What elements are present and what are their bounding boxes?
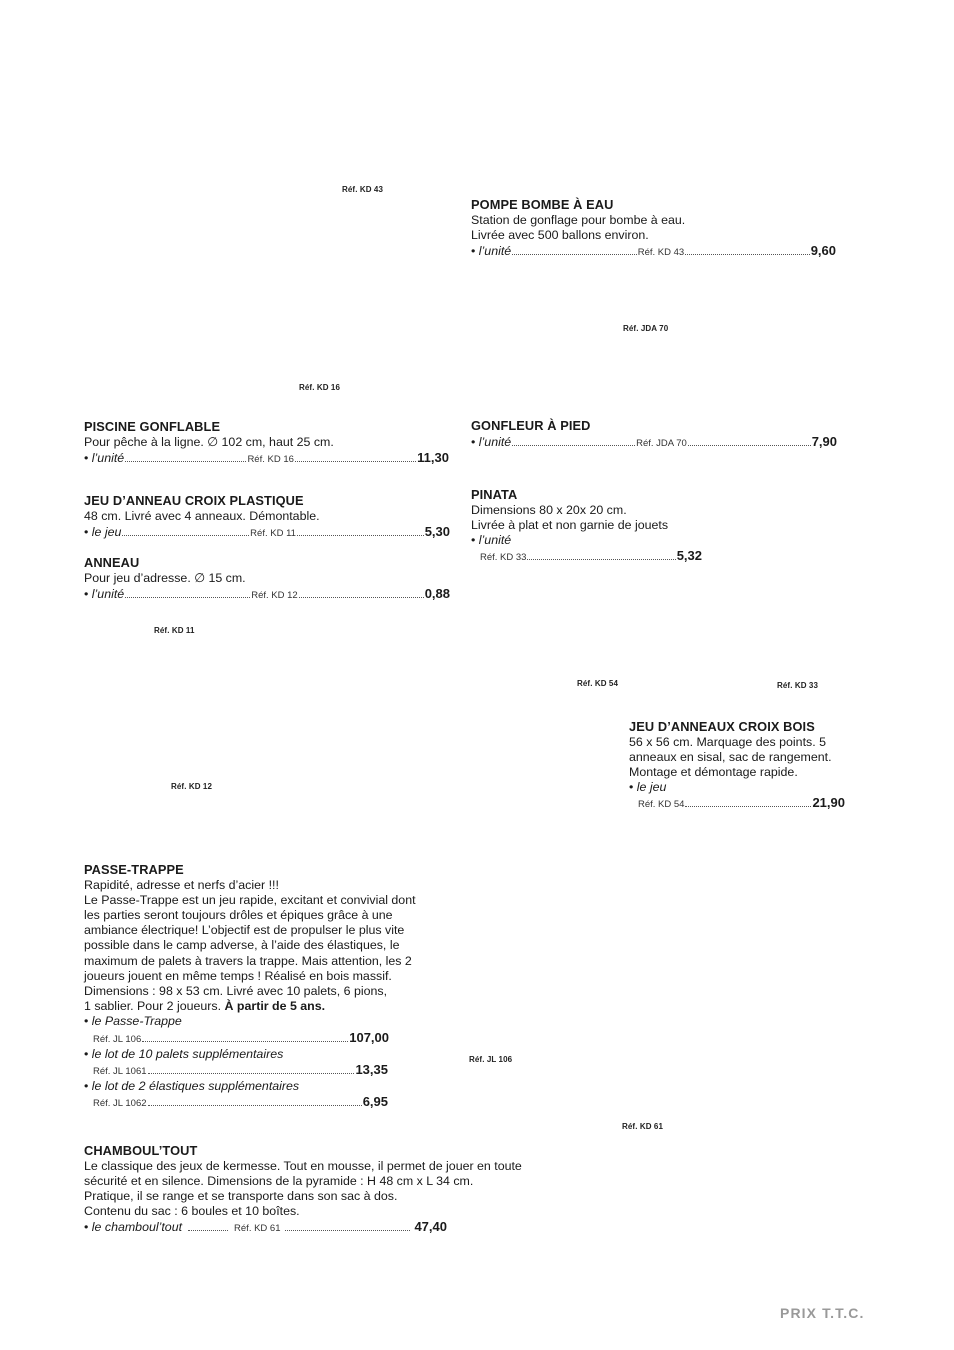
product-desc: Le classique des jeux de kermesse. Tout en mousse, il permet de jouer en toute [84, 1158, 522, 1173]
product-title: POMPE BOMBE À EAU [471, 197, 614, 212]
bullet: • [471, 243, 476, 258]
product-desc: Montage et démontage rapide. [629, 764, 798, 779]
price-label-line [471, 533, 702, 548]
product-desc: possible dans le camp adverse, à l’aide des élastiques, le [84, 938, 400, 953]
product-title: PISCINE GONFLABLE [84, 419, 221, 434]
price: 5,32 [676, 548, 702, 564]
ref-tag-kd43: Réf. KD 43 [342, 185, 384, 194]
leader-dots [142, 1040, 348, 1042]
price: 13,35 [355, 1061, 388, 1077]
option-label: le lot de 2 élastiques supplémentaires [91, 1079, 300, 1094]
product-title: GONFLEUR À PIED [471, 418, 591, 433]
unit-label: le jeu [636, 780, 667, 795]
product-desc: Livrée à plat et non garnie de jouets [471, 517, 669, 532]
product-desc: les parties seront toujours drôles et épiques grâce à une [84, 907, 393, 922]
ref-tag-kd12: Réf. KD 12 [171, 782, 213, 791]
leader-dots [188, 1229, 228, 1231]
leader-dots [512, 444, 635, 446]
bullet: • [84, 524, 89, 539]
product-desc: ambiance électrique! L’objectif est de propulser le plus vite [84, 923, 405, 938]
unit-label: l’unité [478, 434, 512, 449]
bullet: • [84, 1046, 89, 1061]
ref-code: Réf. JL 1062 [93, 1098, 147, 1110]
ref-tag-kd54: Réf. KD 54 [577, 679, 619, 688]
product-desc: sécurité et en silence. Dimensions de la pyramide : H 48 cm x L 34 cm. [84, 1173, 474, 1188]
price: 0,88 [424, 585, 451, 601]
bullet: • [629, 780, 634, 795]
product-desc: Rapidité, adresse et nerfs d’acier !!! [84, 877, 279, 892]
product-chamboul-tout [84, 1143, 522, 1237]
product-desc: Pour pêche à la ligne. ∅ 102 cm, haut 25 cm. [84, 434, 334, 449]
option-label-line [84, 1079, 416, 1094]
product-anneau [84, 555, 450, 603]
price-row [84, 1062, 388, 1079]
footer-prices-note: PRIX T.T.C. [780, 1305, 865, 1321]
ref-code: Réf. KD 16 [247, 453, 294, 465]
leader-dots [295, 460, 416, 462]
leader-dots [512, 253, 637, 255]
product-passe-trappe [84, 862, 416, 1112]
product-gonfleur [471, 418, 837, 451]
age-note: À partir de 5 ans. [224, 999, 326, 1014]
bullet: • [471, 532, 476, 547]
product-title: ANNEAU [84, 555, 140, 570]
leader-dots [688, 444, 811, 446]
product-title: PINATA [471, 487, 518, 502]
leader-dots [299, 596, 424, 598]
option-label: le Passe-Trappe [91, 1014, 182, 1029]
price: 107,00 [349, 1029, 389, 1045]
option-label-line [84, 1014, 416, 1029]
option-label-line [84, 1047, 416, 1062]
bullet: • [84, 450, 89, 465]
product-desc: 56 x 56 cm. Marquage des points. 5 [629, 734, 826, 749]
price: 7,90 [811, 433, 837, 449]
ref-code: Réf. KD 11 [250, 527, 296, 539]
product-croix-bois [629, 719, 845, 813]
product-piscine [84, 419, 449, 467]
ref-code: Réf. JDA 70 [636, 437, 687, 449]
option-label: le lot de 10 palets supplémentaires [91, 1046, 284, 1061]
bullet: • [471, 434, 476, 449]
ref-tag-kd11: Réf. KD 11 [154, 626, 195, 635]
unit-label: l’unité [478, 243, 512, 258]
ref-code: Réf. KD 61 [234, 1223, 281, 1235]
price-row [84, 524, 450, 541]
unit-label: l’unité [91, 586, 125, 601]
ref-tag-kd61: Réf. KD 61 [622, 1122, 664, 1131]
price-row [471, 434, 837, 451]
product-desc: joueurs jouent en même temps ! Réalisé en bois massif. [84, 968, 392, 983]
product-desc: Livrée avec 500 ballons environ. [471, 227, 649, 242]
ref-code: Réf. KD 33 [480, 552, 527, 564]
price: 5,30 [424, 523, 450, 539]
ref-tag-kd33: Réf. KD 33 [777, 681, 819, 690]
price-row [84, 1219, 447, 1236]
leader-dots [125, 596, 250, 598]
desc-text: 1 sablier. Pour 2 joueurs. [84, 999, 222, 1014]
ref-tag-kd16: Réf. KD 16 [299, 383, 341, 392]
product-title: JEU D’ANNEAU CROIX PLASTIQUE [84, 493, 304, 508]
product-desc: anneaux en sisal, sac de rangement. [629, 749, 832, 764]
leader-dots [125, 460, 246, 462]
price: 11,30 [417, 449, 449, 465]
product-desc: Le Passe-Trappe est un jeu rapide, excitant et convivial dont [84, 892, 416, 907]
leader-dots [685, 805, 811, 807]
ref-code: Réf. KD 54 [638, 799, 685, 811]
unit-label: l’unité [91, 450, 125, 465]
product-desc: Contenu du sac : 6 boules et 10 boîtes. [84, 1204, 300, 1219]
ref-code: Réf. KD 12 [251, 589, 298, 601]
price-row [84, 450, 449, 467]
unit-label: l’unité [478, 532, 512, 547]
bullet: • [84, 1014, 89, 1029]
leader-dots [122, 534, 249, 536]
bullet: • [84, 1079, 89, 1094]
price: 9,60 [810, 242, 837, 258]
product-jeu-anneau-plastique [84, 493, 450, 541]
price-label-line [629, 780, 845, 795]
leader-dots [685, 253, 810, 255]
leader-dots [297, 534, 424, 536]
leader-dots [148, 1072, 355, 1074]
product-desc: maximum de palets à travers la trappe. Mais attention, les 2 [84, 953, 412, 968]
ref-code: Réf. JL 1061 [93, 1065, 147, 1077]
ref-tag-jl106: Réf. JL 106 [469, 1055, 513, 1064]
unit-label: le chamboul’tout [91, 1220, 183, 1235]
bullet: • [84, 586, 89, 601]
price-row [84, 1030, 389, 1047]
product-pompe-bombe [471, 197, 836, 260]
leader-dots [285, 1229, 411, 1231]
product-desc: Station de gonflage pour bombe à eau. [471, 212, 686, 227]
price-row [471, 548, 702, 565]
price: 21,90 [812, 795, 845, 811]
price: 6,95 [362, 1094, 388, 1110]
price-row [629, 795, 845, 812]
product-desc: Pour jeu d’adresse. ∅ 15 cm. [84, 570, 246, 585]
ref-tag-jda70: Réf. JDA 70 [623, 324, 669, 333]
product-pinata [471, 487, 702, 565]
product-title: CHAMBOUL’TOUT [84, 1143, 198, 1158]
leader-dots [148, 1104, 362, 1106]
unit-label: le jeu [91, 524, 122, 539]
price-row [84, 586, 450, 603]
price-row [471, 243, 836, 260]
product-desc: Pratique, il se range et se transporte dans son sac à dos. [84, 1188, 398, 1203]
product-desc: Dimensions 80 x 20x 20 cm. [471, 502, 627, 517]
bullet: • [84, 1220, 89, 1235]
ref-code: Réf. JL 106 [93, 1033, 142, 1045]
leader-dots [527, 558, 675, 560]
product-desc: 48 cm. Livré avec 4 anneaux. Démontable. [84, 508, 320, 523]
ref-code: Réf. KD 43 [637, 246, 685, 258]
product-title: PASSE-TRAPPE [84, 862, 184, 877]
price: 47,40 [414, 1219, 447, 1235]
product-title: JEU D’ANNEAUX CROIX BOIS [629, 719, 815, 734]
product-desc: Dimensions : 98 x 53 cm. Livré avec 10 palets, 6 pions, [84, 983, 388, 998]
price-row [84, 1094, 388, 1111]
product-desc-last [84, 999, 416, 1014]
